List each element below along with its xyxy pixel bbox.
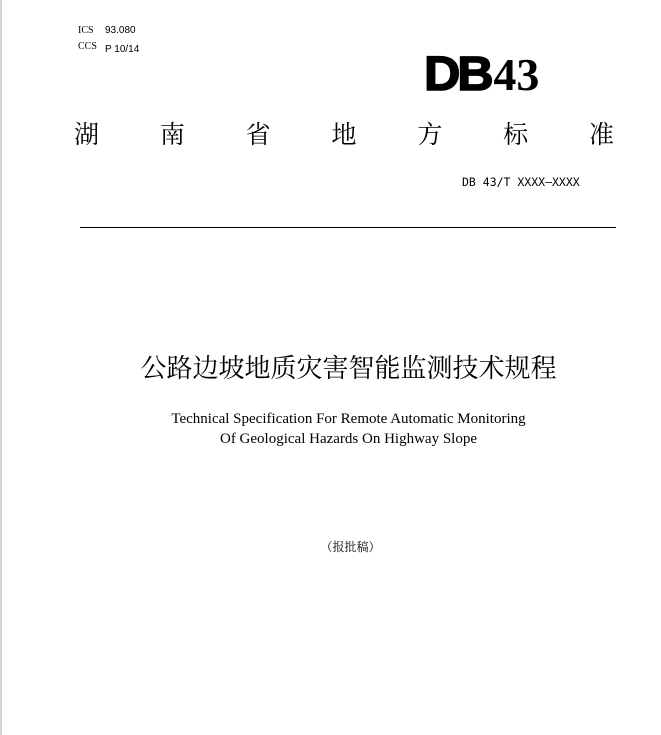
document-title-chinese xyxy=(0,349,661,389)
title-chinese-text: 公路边坡地质灾害智能监测技术规程 xyxy=(140,354,557,384)
db-logo-number: 43 xyxy=(493,49,540,100)
ccs-code xyxy=(78,41,139,53)
category-char: 标 xyxy=(503,120,529,149)
db-logo-letters: DB xyxy=(424,48,491,101)
category-char: 南 xyxy=(159,120,185,149)
category-char: 方 xyxy=(417,120,443,149)
category-char: 湖 xyxy=(74,120,100,149)
ics-label: ICS xyxy=(78,25,94,36)
db43-logo xyxy=(424,48,540,101)
standard-number: DB 43/T XXXX—XXXX xyxy=(462,175,580,189)
category-char: 地 xyxy=(331,120,357,149)
ics-value: 93.080 xyxy=(105,25,136,36)
category-char: 省 xyxy=(245,120,271,149)
title-english-text-2: Of Geological Hazards On Highway Slope xyxy=(219,431,477,447)
standard-category-title xyxy=(74,118,614,152)
header-divider xyxy=(80,227,616,228)
title-english-text-1: Technical Specification For Remote Automatic Monitoring xyxy=(171,411,526,427)
ccs-label: CCS xyxy=(78,41,97,52)
ccs-value: P 10/14 xyxy=(105,44,140,55)
draft-status-text: （报批稿） xyxy=(320,540,381,554)
document-title-english-line2 xyxy=(0,429,661,449)
draft-status xyxy=(0,538,661,556)
category-char: 准 xyxy=(588,120,614,149)
ics-code xyxy=(78,25,136,37)
document-title-english-line1 xyxy=(0,409,661,429)
